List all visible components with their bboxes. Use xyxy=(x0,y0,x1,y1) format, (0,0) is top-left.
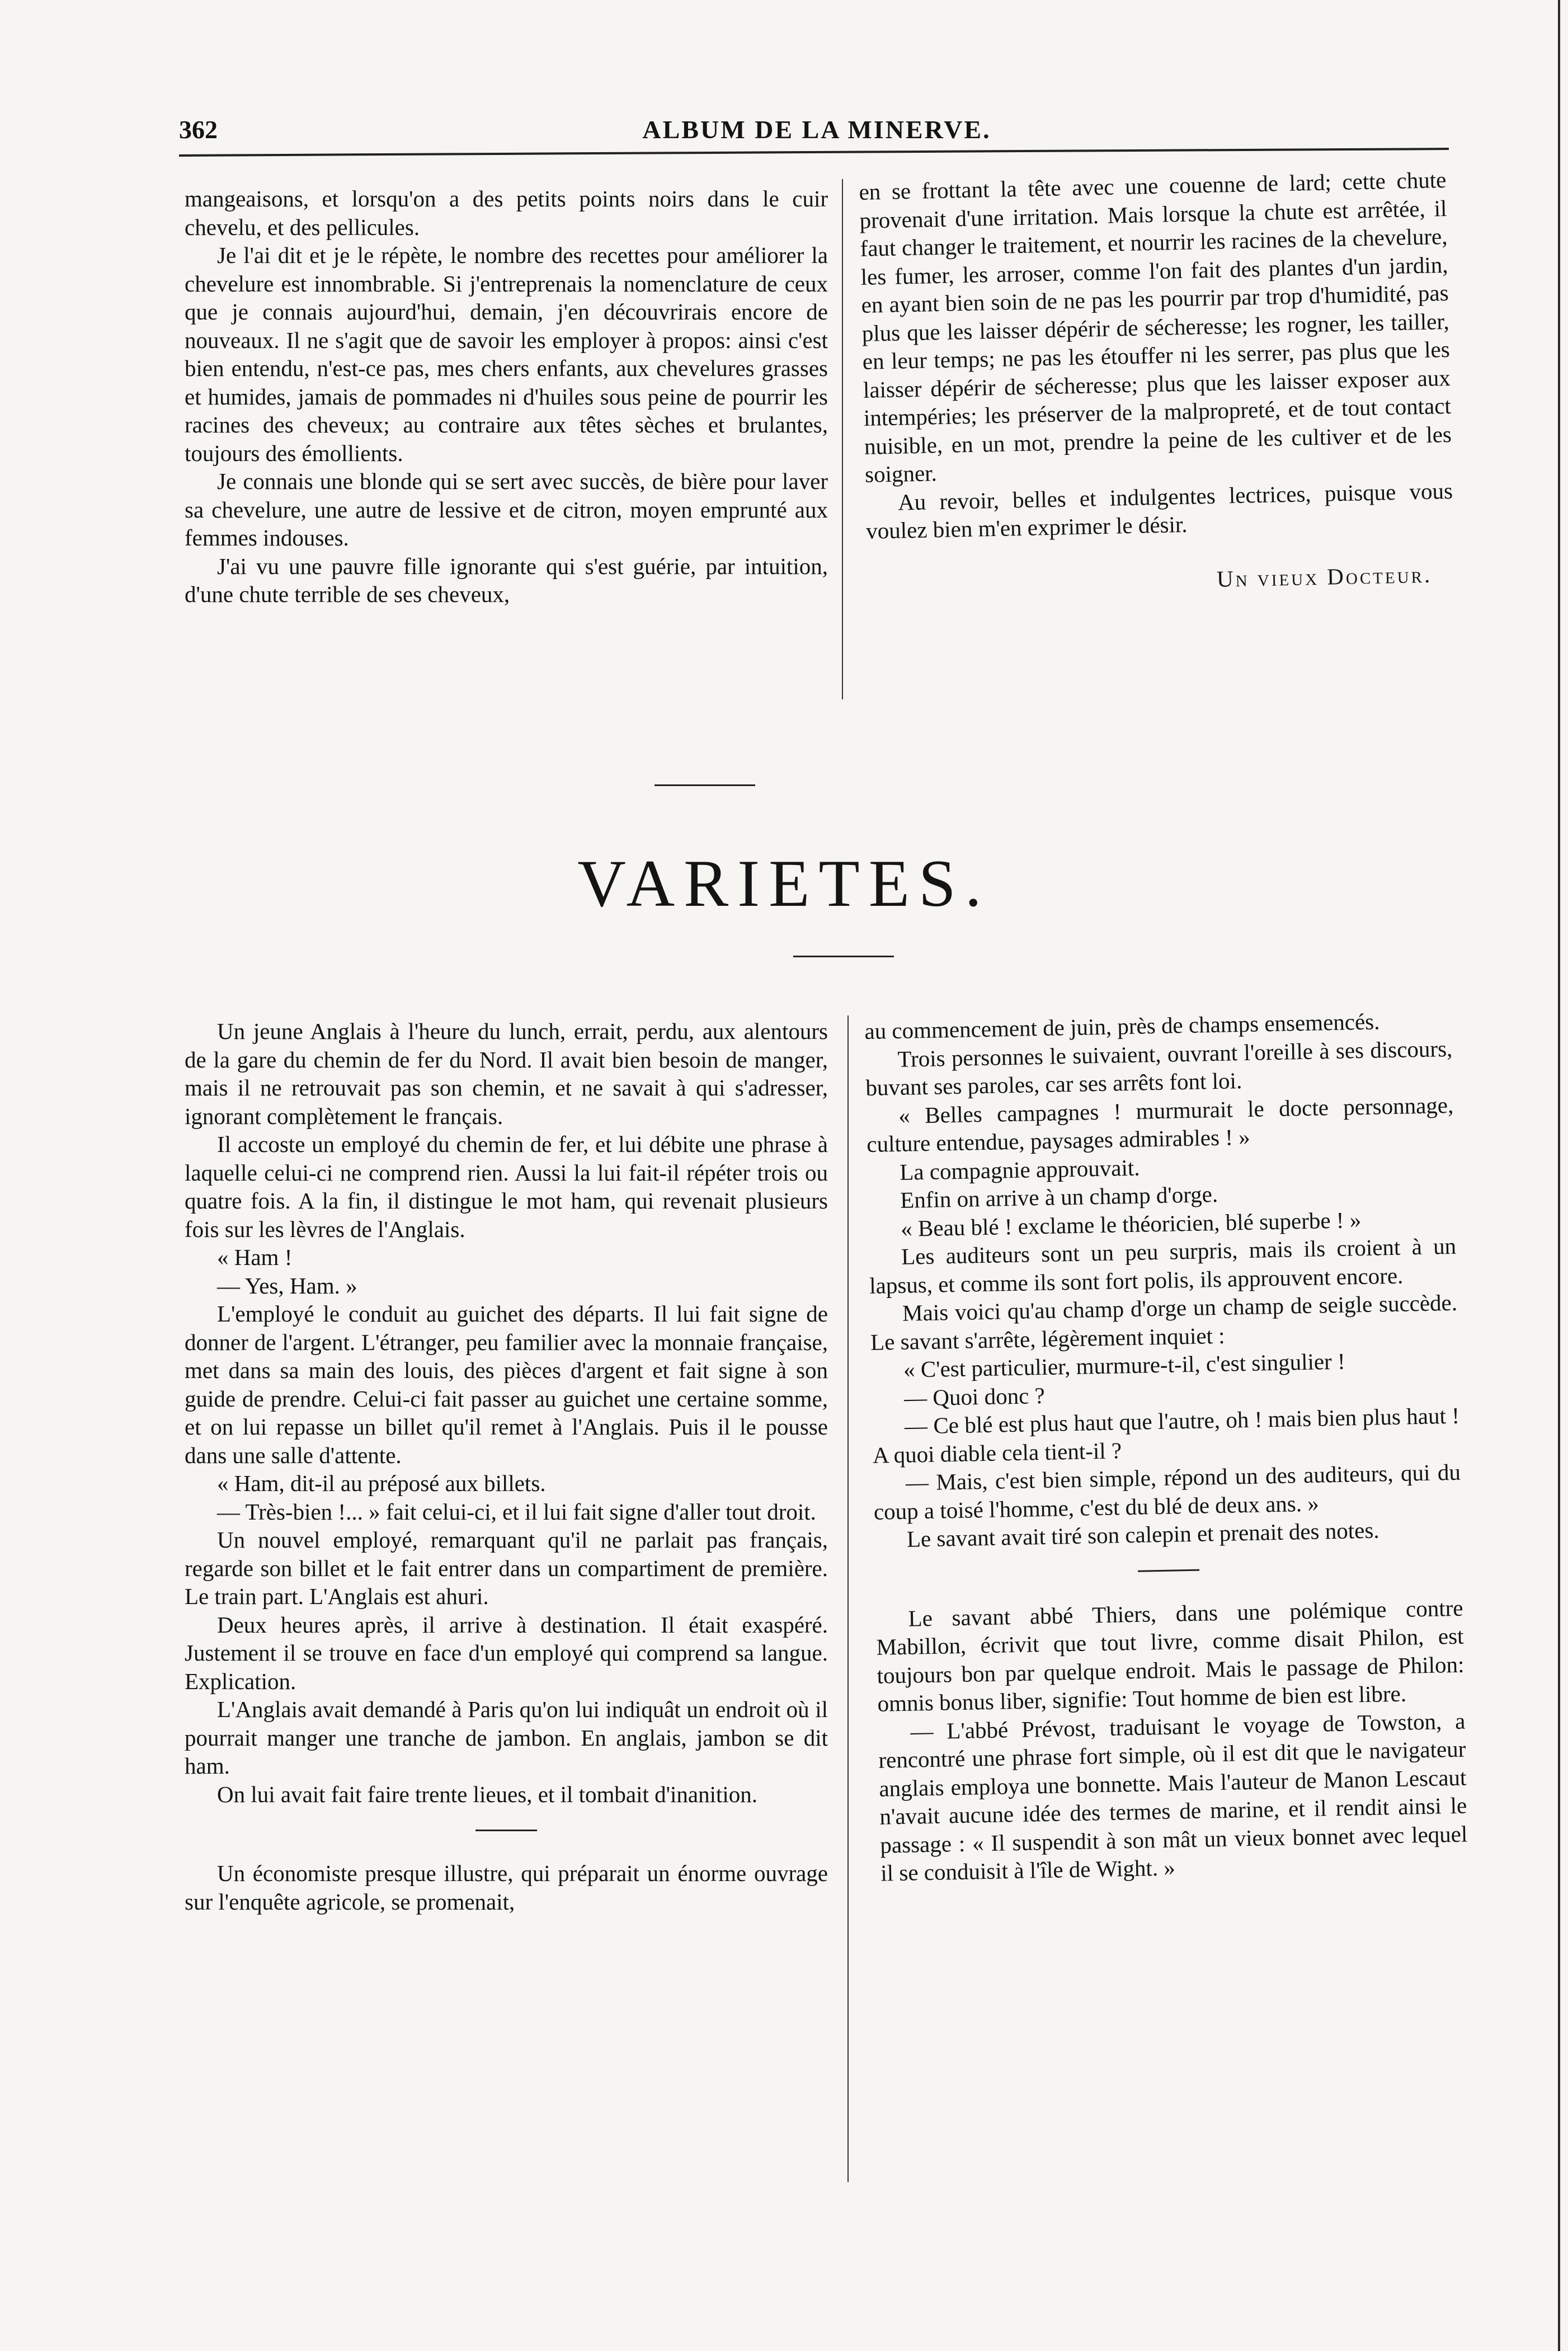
paragraph: — Très-bien !... » fait celui-ci, et il lui fait signe d'aller tout droit. xyxy=(217,1498,816,1525)
paragraph: L'employé le conduit au guichet des départs. Il lui fait signe de donner de l'argent. L'étranger, peu familier avec la monnaie française, met dans sa main des louis, des pièces d'argent et fait signe à son guide de prendre. Celui-ci fait passer au guichet une certaine somme, et on lui repasse un billet qu'il remet à l'Anglais. Puis il le pousse dans une salle d'attente. xyxy=(185,1301,828,1468)
paragraph: « Ham ! xyxy=(217,1244,293,1270)
separator-rule xyxy=(793,956,894,957)
upper-right-column xyxy=(859,166,1455,600)
paragraph: Les auditeurs sont un peu surpris, mais ils croient à un lapsus, et comme ils sont fort polis, ils approuvent encore. xyxy=(869,1233,1457,1299)
paragraph: Mais voici qu'au champ d'orge un champ de seigle succède. Le savant s'arrête, légèrement inquiet : xyxy=(870,1289,1458,1355)
paragraph: Au revoir, belles et indulgentes lectrices, puisque vous voulez bien m'en exprimer le désir. xyxy=(865,477,1453,544)
column-divider xyxy=(847,1015,849,2182)
running-head xyxy=(179,115,1454,154)
paragraph: — Mais, c'est bien simple, répond un des auditeurs, qui du coup a toisé l'homme, c'est du blé de deux ans. » xyxy=(873,1459,1461,1525)
paragraph: « Ham, dit-il au préposé aux billets. xyxy=(217,1470,546,1496)
lower-right-column xyxy=(864,1006,1468,1887)
paragraph: « C'est particulier, murmure-t-il, c'est singulier ! xyxy=(903,1348,1346,1383)
paragraph: Je l'ai dit et je le répète, le nombre des recettes pour améliorer la chevelure est innombrable. Si j'entreprenais la nomenclature de ceux que je connais aujourd'hui, demain, j'en découvrirais encore de nouveaux. Il ne s'agit que de savoir les employer à propos: ainsi c'est bien entendu, n'est-ce pas, mes chers enfants, aux chevelures grasses et humides, jamais de pommades ni d'huiles sous peine de pourrir les racines des cheveux; au contraire aux têtes sèches et brulantes, toujours des émollients. xyxy=(185,242,828,466)
paragraph: — L'abbé Prévost, traduisant le voyage de Towston, a rencontré une phrase fort simple, où il est dit que le navigateur anglais employa une bonnette. Mais l'auteur de Manon Lescaut n'avait aucune idée des termes de marine, et il rendit ainsi le passage : « Il suspendit à son mât un vieux bonnet avec lequel il se conduisit à l'île de Wight. » xyxy=(878,1708,1468,1886)
paragraph: « Beau blé ! exclame le théoricien, blé superbe ! » xyxy=(900,1206,1362,1242)
column-divider xyxy=(842,179,843,699)
paragraph: Deux heures après, il arrive à destination. Il était exaspéré. Justement il se trouve en face d'un employé qui comprend sa langue. Explication. xyxy=(185,1611,828,1694)
paragraph: Un nouvel employé, remarquant qu'il ne parlait pas français, regarde son billet et le fait entrer dans un compartiment de première. Le train part. L'Anglais est ahuri. xyxy=(185,1527,828,1609)
story-separator xyxy=(1138,1569,1199,1572)
signature: Un vieux Docteur. xyxy=(1216,561,1433,592)
paragraph: mangeaisons, et lorsqu'on a des petits points noirs dans le cuir chevelu, et des pellicules. xyxy=(185,186,828,240)
page-number: 362 xyxy=(179,115,218,144)
page-edge-rule xyxy=(1558,0,1560,2351)
paragraph: Un économiste presque illustre, qui préparait un énorme ouvrage sur l'enquête agricole, se promenait, xyxy=(185,1860,828,1915)
paragraph: J'ai vu une pauvre fille ignorante qui s'est guérie, par intuition, d'une chute terrible de ses cheveux, xyxy=(185,553,828,607)
paragraph: — Yes, Ham. » xyxy=(217,1272,357,1299)
lower-left-column xyxy=(185,1017,828,1916)
paragraph: Je connais une blonde qui se sert avec succès, de bière pour laver sa chevelure, une autre de lessive et de citron, moyen emprunté aux femmes indouses. xyxy=(185,468,828,551)
paragraph: Un jeune Anglais à l'heure du lunch, errait, perdu, aux alentours de la gare du chemin de fer du Nord. Il avait bien besoin de manger, mais il ne retrouvait pas son chemin, et ne savait à qui s'adresser, ignorant complètement le français. xyxy=(185,1018,828,1129)
upper-left-column xyxy=(185,185,828,609)
paragraph: au commencement de juin, près de champs ensemencés. xyxy=(864,1008,1380,1044)
paragraph: — Quoi donc ? xyxy=(903,1382,1046,1411)
paragraph: — Ce blé est plus haut que l'autre, oh ! mais bien plus haut ! A quoi diable cela tient-il ? xyxy=(872,1402,1460,1468)
paragraph: en se frottant la tête avec une couenne de lard; cette chute provenait d'une irritation. Mais lorsque la chute est arrêtée, il faut changer le traitement, et nourrir les racines de la chevelure, les fumer, les arroser, comme l'on fait des plantes d'un jardin, en ayant bien soin de ne pas les pourrir par trop d'humidité, pas plus que les laisser dépérir de sécheresse; les rogner, les tailler, en leur temps; ne pas les étouffer ni les serrer, pas plus que les laisser dépérir de sécheresse; plus que les laisser exposer aux intempéries; les préserver de la malpropreté, et de tout contact nuisible, en un mot, prendre la peine de les cultiver et de les soigner. xyxy=(859,167,1452,487)
paragraph: Le savant abbé Thiers, dans une polémique contre Mabillon, écrivit que tout livre, comme disait Philon, est toujours bon par quelque endroit. Mais le passage de Philon: omnis bonus liber, signifie: Tout homme de bien est libre. xyxy=(876,1595,1465,1717)
paragraph: Trois personnes le suivaient, ouvrant l'oreille à ses discours, buvant ses paroles, car ses arrêts font loi. xyxy=(865,1035,1453,1101)
paragraph: Il accoste un employé du chemin de fer, et lui débite une phrase à laquelle celui-ci ne comprend rien. Aussi la lui fait-il répéter trois ou quatre fois. A la fin, il distingue le mot ham, qui revenait plusieurs fois sur les lèvres de l'Anglais. xyxy=(185,1131,828,1242)
paragraph: On lui avait fait faire trente lieues, et il tombait d'inanition. xyxy=(217,1781,758,1807)
paragraph: « Belles campagnes ! murmurait le docte personnage, culture entendue, paysages admirables ! » xyxy=(866,1092,1454,1157)
section-title: VARIETES. xyxy=(577,846,991,920)
separator-rule xyxy=(654,784,755,786)
paragraph: Enfin on arrive à un champ d'orge. xyxy=(900,1181,1218,1213)
paragraph: Le savant avait tiré son calepin et prenait des notes. xyxy=(906,1517,1379,1552)
story-separator xyxy=(475,1830,537,1831)
paragraph: La compagnie approuvait. xyxy=(899,1154,1140,1185)
journal-title: ALBUM DE LA MINERVE. xyxy=(642,115,991,144)
paragraph: L'Anglais avait demandé à Paris qu'on lui indiquât un endroit où il pourrait manger une tranche de jambon. En anglais, jambon se dit ham. xyxy=(185,1696,828,1779)
